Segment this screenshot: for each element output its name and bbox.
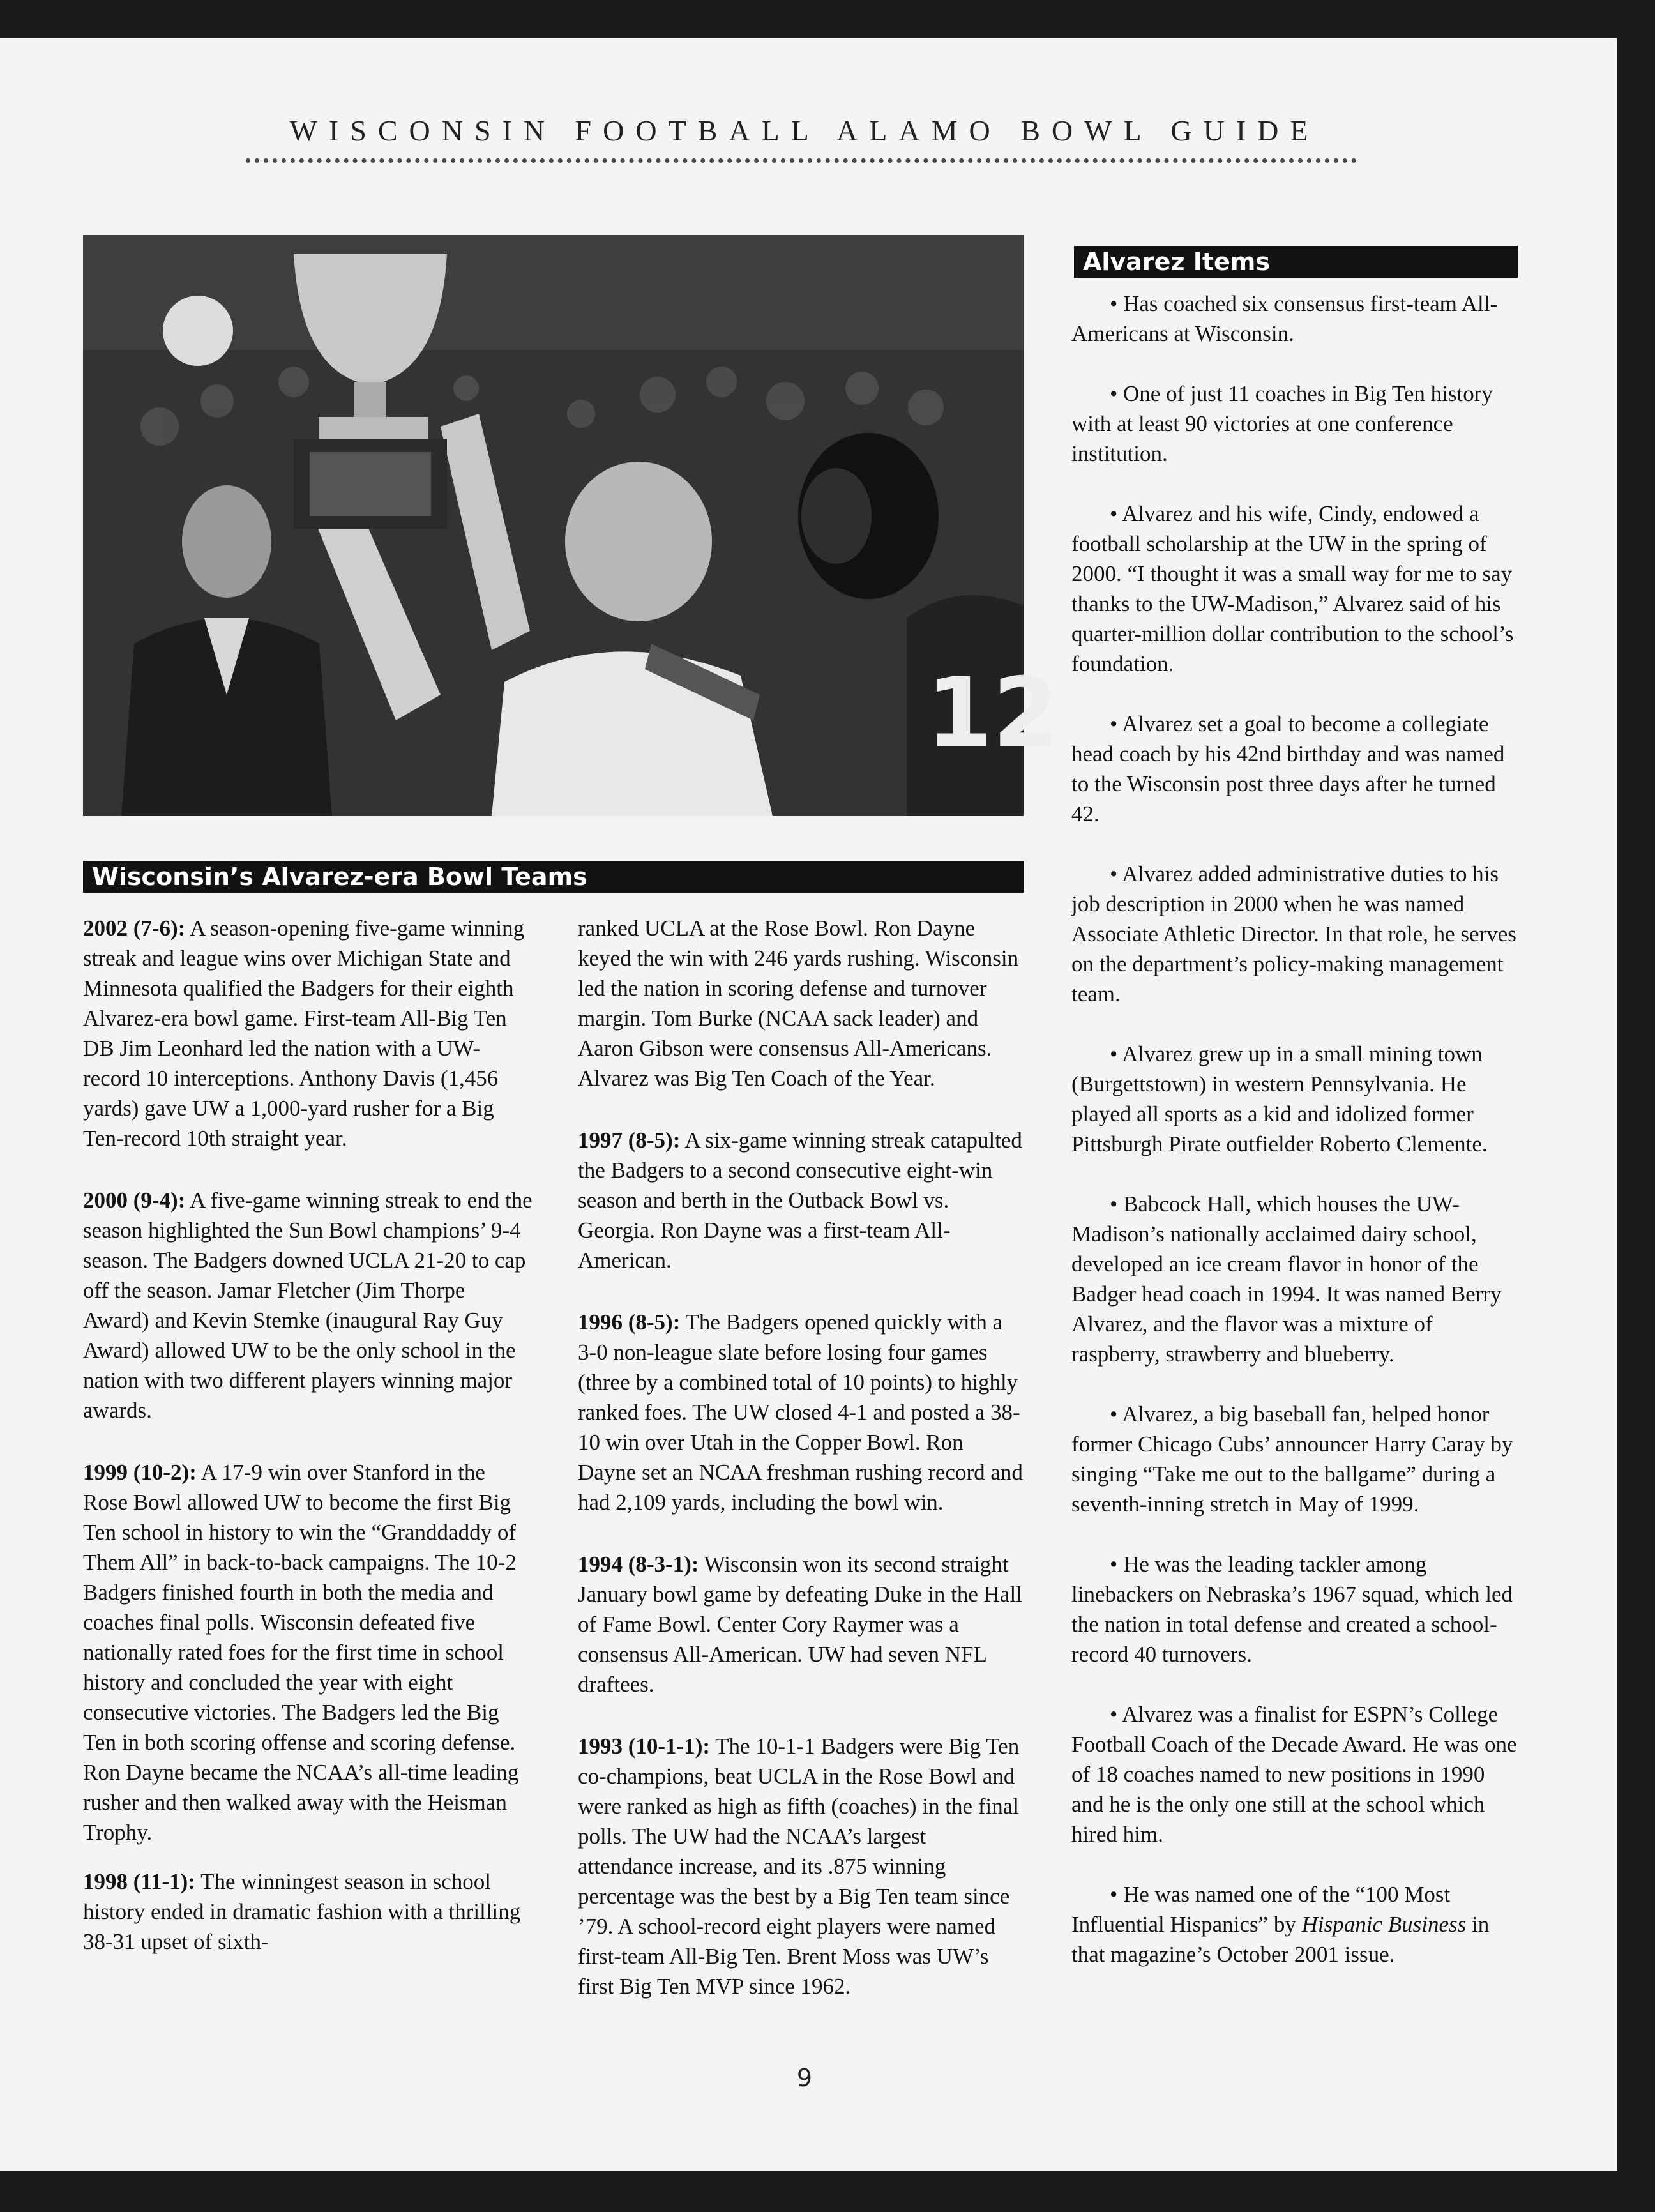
alvarez-item: • Alvarez added administrative duties to his job description in 2000 when he was named Associate Athletic Director. In that role, he serves on the department’s policy-making management team. bbox=[1071, 861, 1516, 1006]
entry-text: The Badgers opened quickly with a 3-0 non-league slate before losing four games (three by a combined total of 10 points) to highly ranked foes. The UW closed 4-1 and posted a 38-10 win over Utah in the Copper Bowl. Ron Dayne set an NCAA freshman rushing record and had 2,109 yards, including the bowl win. bbox=[578, 1310, 1023, 1515]
entry-text: The winningest season in school history ended in dramatic fashion with a thrilling 38-31 upset of sixth- bbox=[83, 1869, 521, 1954]
alvarez-item: • Alvarez was a finalist for ESPN’s College Football Coach of the Decade Award. He was one of 18 coaches named to new positions in 1990 and he is the only one still at the school which hired him. bbox=[1071, 1702, 1517, 1847]
entry-text: Wisconsin won its second straight January bowl game by defeating Duke in the Hall of Fame Bowl. Center Cory Raymer was a consensus All-American. UW had seven NFL draftees. bbox=[578, 1552, 1022, 1697]
entry-year-record: 1997 (8-5): bbox=[578, 1128, 681, 1153]
coach-trophy-photo bbox=[83, 235, 1059, 816]
page-number: 9 bbox=[796, 2064, 813, 2092]
alvarez-item: • One of just 11 coaches in Big Ten history with at least 90 victories at one conference institution. bbox=[1071, 381, 1493, 466]
bowl-teams-heading: Wisconsin’s Alvarez-era Bowl Teams bbox=[83, 861, 1024, 893]
alvarez-item: • Alvarez grew up in a small mining town (Burgettstown) in western Pennsylvania. He played all sports as a kid and idolized former Pittsburgh Pirate outfielder Roberto Clemente. bbox=[1071, 1042, 1488, 1156]
alvarez-item: • Has coached six consensus first-team All-Americans at Wisconsin. bbox=[1071, 291, 1498, 346]
scan-edge-bottom bbox=[0, 2171, 1655, 2212]
bowl-entry bbox=[578, 1125, 1025, 1275]
alvarez-item-last bbox=[1071, 1879, 1520, 1969]
entry-year-record: 2002 (7-6): bbox=[83, 916, 186, 941]
alvarez-item: • Alvarez, a big baseball fan, helped honor former Chicago Cubs’ announcer Harry Caray by singing “Take me out to the ballgame” during a seventh-inning stretch in May of 1999. bbox=[1071, 1402, 1513, 1517]
entry-year-record: 1996 (8-5): bbox=[578, 1310, 681, 1335]
entry-year-record: 1999 (10-2): bbox=[83, 1460, 197, 1485]
bowl-entry bbox=[578, 1549, 1025, 1699]
bowl-teams-middle-column bbox=[578, 881, 1025, 2033]
bowl-entry bbox=[83, 1185, 533, 1425]
entry-year-record: 2000 (9-4): bbox=[83, 1188, 186, 1213]
bowl-teams-left-column bbox=[83, 913, 533, 1989]
bowl-entry bbox=[578, 1731, 1025, 2001]
bowl-entry bbox=[578, 1307, 1025, 1517]
entry-year-record: 1993 (10-1-1): bbox=[578, 1734, 711, 1759]
photo-illustration bbox=[83, 235, 1059, 816]
header-dotted-rule bbox=[246, 158, 1357, 168]
bowl-entry bbox=[83, 1867, 533, 1957]
entry-year-record: 1994 (8-3-1): bbox=[578, 1552, 699, 1577]
alvarez-item: • Babcock Hall, which houses the UW-Madison’s nationally acclaimed dairy school, developed an ice cream flavor in honor of the Badger head coach in 1994. It was named Berry Alvarez, and the flavor was a mixture of raspberry, strawberry and blueberry. bbox=[1071, 1192, 1502, 1367]
bowl-entry bbox=[83, 913, 533, 1153]
entry-text: A six-game winning streak catapulted the Badgers to a second consecutive eight-win season and berth in the Outback Bowl vs. Georgia. Ron Dayne was a first-team All-American. bbox=[578, 1128, 1022, 1273]
entry-text: The 10-1-1 Badgers were Big Ten co-champions, beat UCLA in the Rose Bowl and were ranked as high as fifth (coaches) in the final polls. The UW had the NCAA’s largest attendance increase, and its .875 winning percentage was the best by a Big Ten team since ’79. A school-record eight players were named first-team All-Big Ten. Brent Moss was UW’s first Big Ten MVP since 1962. bbox=[578, 1734, 1020, 1999]
scan-edge-right bbox=[1617, 0, 1655, 2212]
alvarez-item: • Alvarez and his wife, Cindy, endowed a football scholarship at the UW in the spring of 2000. “I thought it was a small way for me to say thanks to the UW-Madison,” Alvarez said of his quarter-million dollar contribution to the school’s foundation. bbox=[1071, 501, 1514, 676]
alvarez-item: • He was the leading tackler among linebackers on Nebraska’s 1967 squad, which led the nation in total defense and created a school-record 40 turnovers. bbox=[1071, 1552, 1513, 1667]
item-text: • He was named one of the “100 Most Influential Hispanics” by bbox=[1071, 1882, 1451, 1937]
bowl-entry bbox=[83, 1457, 533, 1847]
entry-text: A season-opening five-game winning streak and league wins over Michigan State and Minnesota qualified the Badgers for their eighth Alvarez-era bowl game. First-team All-Big Ten DB Jim Leonhard led the nation with a UW-record 10 interceptions. Anthony Davis (1,456 yards) gave UW a 1,000-yard rusher for a Big Ten-record 10th straight year. bbox=[83, 916, 525, 1151]
entry-year-record: 1998 (11-1): bbox=[83, 1869, 195, 1894]
alvarez-items-heading: Alvarez Items bbox=[1074, 246, 1518, 278]
jersey-number: 12 bbox=[926, 658, 1059, 769]
item-text: in that magazine’s October 2001 issue. bbox=[1071, 1912, 1490, 1967]
bowl-entry-continuation: ranked UCLA at the Rose Bowl. Ron Dayne keyed the win with 246 yards rushing. Wisconsin led the nation in scoring defense and turnover margin. Tom Burke (NCAA sack leader) and Aaron Gibson were consensus All-Americans. Alvarez was Big Ten Coach of the Year. bbox=[578, 916, 1019, 1091]
entry-text: A five-game winning streak to end the season highlighted the Sun Bowl champions’ 9-4 season. The Badgers downed UCLA 21-20 to cap off the season. Jamar Fletcher (Jim Thorpe Award) and Kevin Stemke (inaugural Ray Guy Award) allowed UW to be the only school in the nation with two different players winning major awards. bbox=[83, 1188, 533, 1423]
magazine-title: Hispanic Business bbox=[1301, 1912, 1467, 1937]
running-header: WISCONSIN FOOTBALL ALAMO BOWL GUIDE bbox=[289, 114, 1320, 147]
alvarez-items-column bbox=[1071, 289, 1520, 1999]
entry-text: A 17-9 win over Stanford in the Rose Bowl allowed UW to become the first Big Ten school in history to win the “Granddaddy of Them All” in back-to-back campaigns. The 10-2 Badgers finished fourth in both the media and coaches final polls. Wisconsin defeated five nationally rated foes for the first time in school history and concluded the year with eight consecutive victories. The Badgers led the Big Ten in both scoring offense and scoring defense. Ron Dayne became the NCAA’s all-time leading rusher and then walked away with the Heisman Trophy. bbox=[83, 1460, 519, 1845]
alvarez-item: • Alvarez set a goal to become a collegiate head coach by his 42nd birthday and was named to the Wisconsin post three days after he turned 42. bbox=[1071, 711, 1505, 826]
